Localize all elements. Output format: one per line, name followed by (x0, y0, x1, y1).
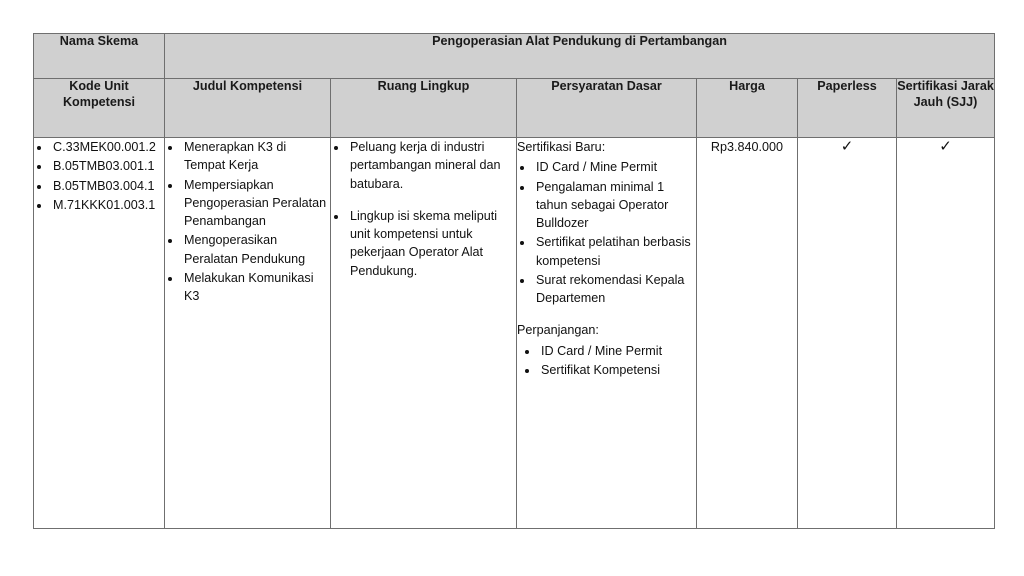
cell-judul-kompetensi (165, 138, 331, 529)
ruang-lingkup-list-2 (331, 207, 516, 280)
label-perpanjangan: Perpanjangan: (517, 323, 599, 338)
table-header-row-1 (34, 34, 995, 79)
list-item: • Lingkup isi skema meliputi unit kompetensi untuk pekerjaan Operator Alat Pendukung. (348, 207, 516, 280)
header-paperless: Paperless (798, 79, 897, 138)
persyaratan-perpanjangan-list (517, 342, 696, 380)
cell-sertifikasi-jarak-jauh (897, 138, 995, 529)
check-icon: ✓ (840, 138, 854, 155)
list-item: • Sertifikat Kompetensi (539, 361, 696, 379)
header-kode-unit-kompetensi: Kode Unit Kompetensi (34, 79, 165, 138)
list-item: • Mengoperasikan Peralatan Pendukung (182, 231, 330, 268)
cell-harga: Rp3.840.000 (697, 138, 798, 529)
header-harga: Harga (697, 79, 798, 138)
list-item: • Sertifikat pelatihan berbasis kompetensi (534, 233, 696, 270)
list-item: • Mempersiapkan Pengoperasian Peralatan Penambangan (182, 176, 330, 231)
list-item: • B.05TMB03.004.1 (51, 177, 164, 195)
header-scheme-name-value: Pengoperasian Alat Pendukung di Pertambangan (165, 34, 995, 79)
list-item: • B.05TMB03.001.1 (51, 157, 164, 175)
list-item: • Menerapkan K3 di Tempat Kerja (182, 138, 330, 175)
table-row (34, 138, 995, 529)
header-judul-kompetensi: Judul Kompetensi (165, 79, 331, 138)
header-sertifikasi-jarak-jauh: Sertifikasi Jarak Jauh (SJJ) (897, 79, 995, 138)
cell-kode-unit-kompetensi (34, 138, 165, 529)
check-icon: ✓ (939, 138, 952, 155)
header-nama-skema: Nama Skema (34, 34, 165, 79)
cell-paperless (798, 138, 897, 529)
list-item: • Peluang kerja di industri pertambangan mineral dan batubara. (348, 138, 516, 193)
certification-scheme-table (33, 33, 995, 529)
list-item: • Melakukan Komunikasi K3 (182, 269, 330, 306)
cell-ruang-lingkup (331, 138, 517, 529)
list-item: • ID Card / Mine Permit (534, 158, 696, 176)
list-item: • ID Card / Mine Permit (539, 342, 696, 360)
table-header-row-2 (34, 79, 995, 138)
list-item: • Surat rekomendasi Kepala Departemen (534, 271, 696, 308)
ruang-lingkup-list-1 (331, 138, 516, 193)
header-ruang-lingkup: Ruang Lingkup (331, 79, 517, 138)
list-item: • C.33MEK00.001.2 (51, 138, 164, 156)
list-item: • Pengalaman minimal 1 tahun sebagai Operator Bulldozer (534, 178, 696, 233)
persyaratan-baru-list (517, 158, 696, 307)
cell-persyaratan-dasar (517, 138, 697, 529)
list-item: • M.71KKK01.003.1 (51, 196, 164, 214)
kode-unit-list (34, 138, 164, 214)
judul-kompetensi-list (165, 138, 330, 305)
header-persyaratan-dasar: Persyaratan Dasar (517, 79, 697, 138)
label-sertifikasi-baru: Sertifikasi Baru: (517, 140, 606, 154)
